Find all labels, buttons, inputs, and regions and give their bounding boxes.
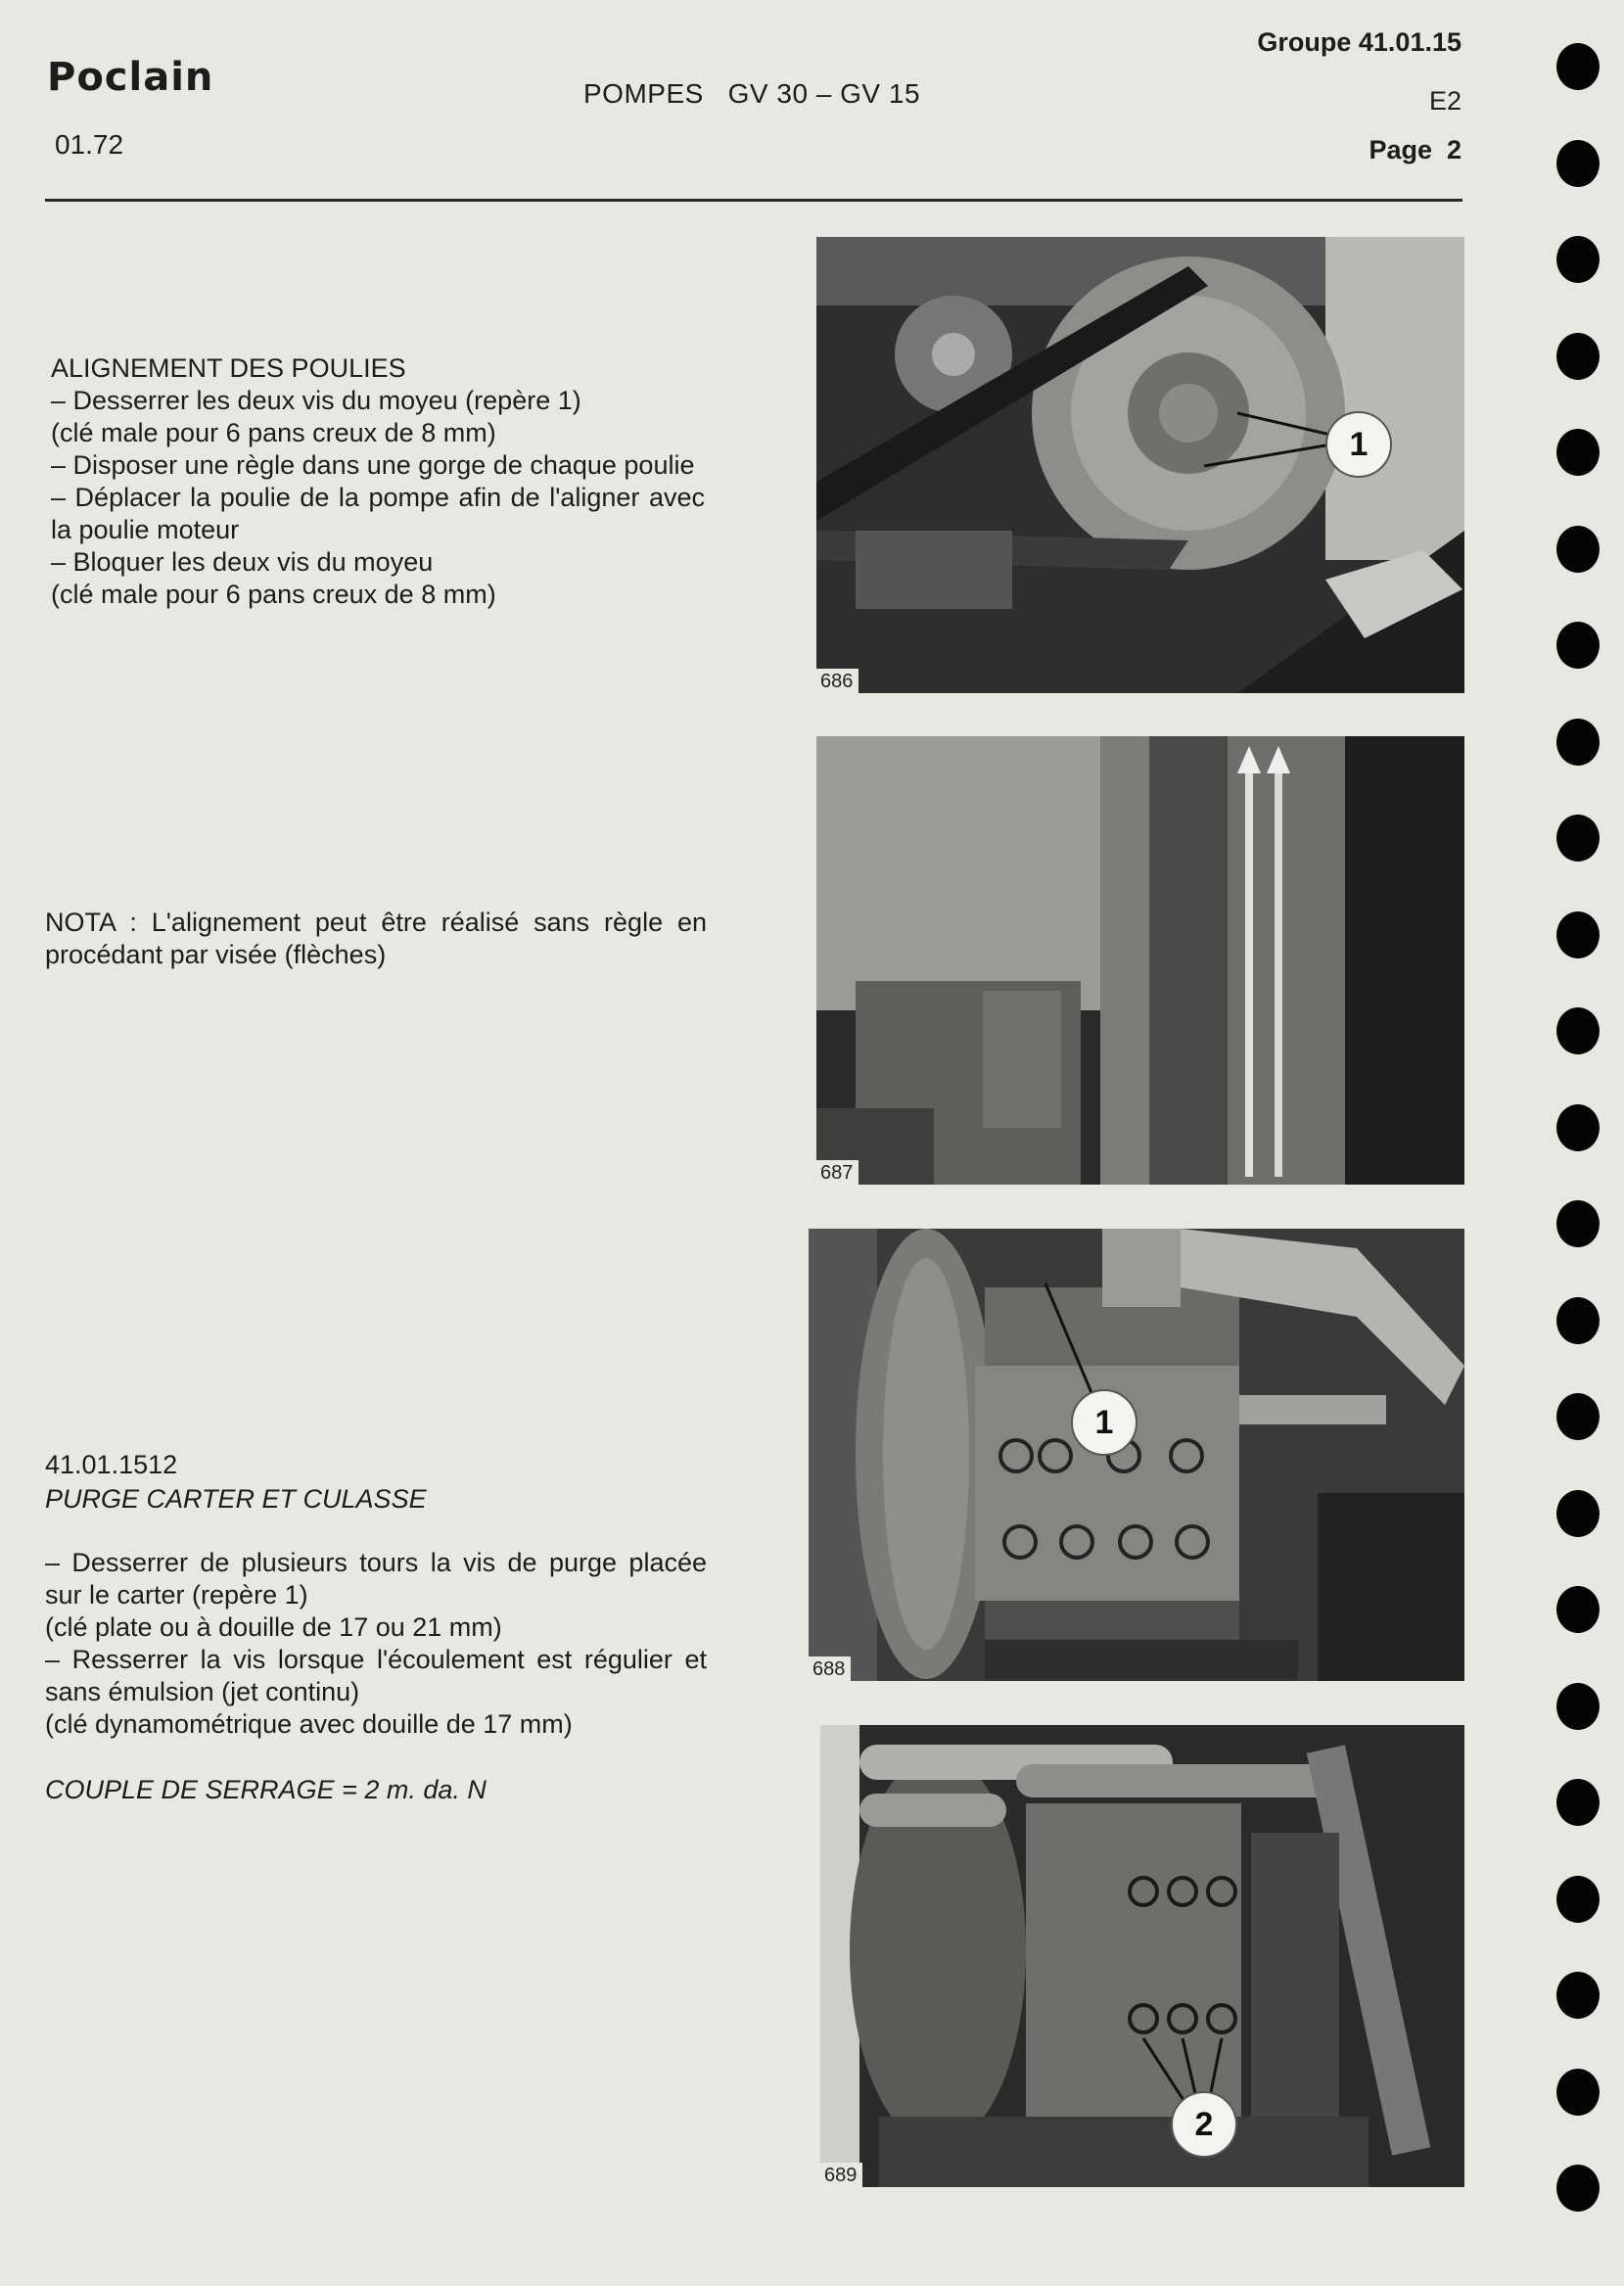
photo-number: 687 (816, 1160, 858, 1185)
binder-hole (1556, 236, 1600, 283)
section-pulley-alignment (51, 352, 705, 611)
callout-marker: 1 (1071, 1389, 1137, 1456)
binder-hole (1556, 1393, 1600, 1440)
photo-pump-crankcase-image (809, 1229, 1464, 1681)
issue-date: 01.72 (55, 129, 124, 160)
section-note (45, 907, 707, 971)
section-purge (45, 1449, 707, 1806)
binder-hole (1556, 1586, 1600, 1633)
binder-hole (1556, 2165, 1600, 2212)
page-number: Page 2 (1369, 135, 1462, 164)
callout-marker: 1 (1325, 411, 1392, 478)
note-text: NOTA : L'alignement peut être réalisé sans règle en procédant par visée (flèches) (45, 908, 707, 969)
section-heading: ALIGNEMENT DES POULIES (51, 353, 406, 383)
instruction-line: – Déplacer la poulie de la pompe afin de l'aligner avec la poulie moteur (51, 483, 705, 544)
photo-pump-cylinder-head (820, 1725, 1464, 2187)
binder-hole (1556, 911, 1600, 958)
photo-pulley-sighting-image (816, 736, 1464, 1185)
photo-number: 689 (820, 2163, 862, 2187)
binder-hole (1556, 1200, 1600, 1247)
section-code: E2 (1428, 86, 1462, 116)
instruction-line: – Desserrer de plusieurs tours la vis de purge placée sur le carter (repère 1) (45, 1548, 707, 1610)
binder-hole (1556, 1876, 1600, 1923)
header-divider (45, 199, 1462, 202)
photo-pump-crankcase (809, 1229, 1464, 1681)
photo-pulley-sighting (816, 736, 1464, 1185)
callout-marker: 2 (1171, 2091, 1237, 2158)
binder-hole (1556, 1490, 1600, 1537)
binder-hole (1556, 429, 1600, 476)
binder-hole (1556, 2069, 1600, 2116)
binder-hole (1556, 526, 1600, 573)
brand-logo: Poclain (47, 55, 214, 100)
binder-hole (1556, 1683, 1600, 1730)
binder-hole (1556, 622, 1600, 669)
instruction-line: (clé male pour 6 pans creux de 8 mm) (51, 580, 496, 609)
instruction-line: (clé plate ou à douille de 17 ou 21 mm) (45, 1612, 502, 1642)
group-number: Groupe 41.01.15 (1257, 27, 1462, 57)
instruction-line: – Desserrer les deux vis du moyeu (repère 1) (51, 386, 581, 415)
instruction-line: (clé male pour 6 pans creux de 8 mm) (51, 418, 496, 447)
torque-spec: COUPLE DE SERRAGE = 2 m. da. N (45, 1775, 487, 1804)
binder-hole (1556, 43, 1600, 90)
binder-holes (1549, 0, 1607, 2286)
photo-pulley-hub (816, 237, 1464, 693)
instruction-line: – Bloquer les deux vis du moyeu (51, 547, 434, 577)
instruction-line: – Disposer une règle dans une gorge de chaque poulie (51, 450, 695, 480)
binder-hole (1556, 333, 1600, 380)
photo-pump-cylinder-head-image (820, 1725, 1464, 2187)
binder-hole (1556, 1972, 1600, 2019)
binder-hole (1556, 1007, 1600, 1054)
section-number: 41.01.1512 (45, 1450, 178, 1479)
binder-hole (1556, 1104, 1600, 1151)
binder-hole (1556, 719, 1600, 766)
instruction-line: (clé dynamométrique avec douille de 17 mm) (45, 1709, 573, 1739)
binder-hole (1556, 140, 1600, 187)
photo-number: 688 (809, 1656, 851, 1681)
binder-hole (1556, 1297, 1600, 1344)
section-heading: PURGE CARTER ET CULASSE (45, 1484, 427, 1514)
binder-hole (1556, 1779, 1600, 1826)
photo-number: 686 (816, 669, 858, 693)
instruction-line: – Resserrer la vis lorsque l'écoulement est régulier et sans émulsion (jet continu) (45, 1645, 707, 1706)
page-title: POMPES GV 30 – GV 15 (583, 78, 921, 109)
binder-hole (1556, 815, 1600, 862)
